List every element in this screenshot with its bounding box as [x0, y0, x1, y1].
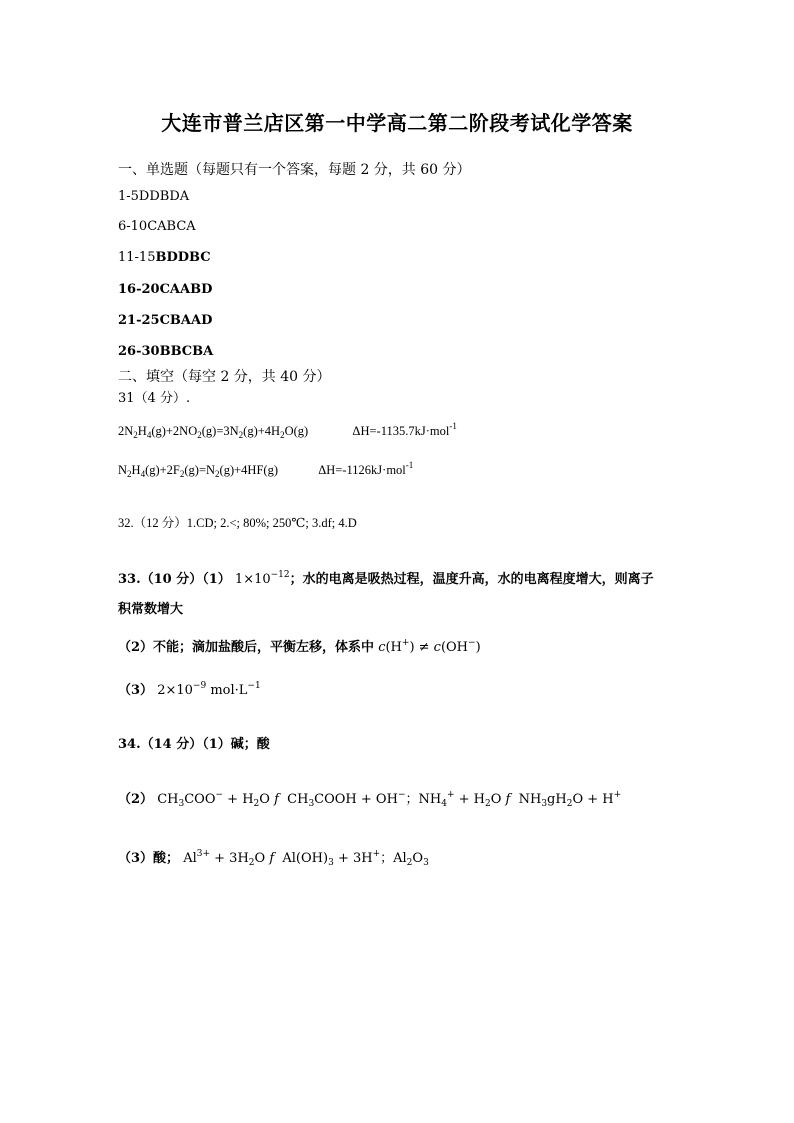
- q31-eq2-delta: ΔH=-1126kJ·mol: [318, 463, 406, 477]
- q32-answer: 32.（12 分）1.CD; 2.<; 80%; 250℃; 3.df; 4.D: [118, 516, 357, 530]
- answer-letters: BDDBC: [155, 250, 211, 265]
- q34-part2-formula: $CH_3COO^- + H_2O$ f $CH_3COOH + OH^-$；$NH_4^+ + H_2O$ f $NH_3gH_2O + H^+$: [157, 790, 622, 809]
- section1-heading: 一、单选题（每题只有一个答案，每题 2 分，共 60 分）: [118, 162, 471, 178]
- q33-part1: [118, 572, 654, 588]
- q34-part1: 34.（14 分）（1）碱；酸: [118, 737, 270, 752]
- q34-part2: [118, 792, 621, 808]
- q33-part2: [118, 640, 481, 656]
- q33-part3-label: （3）: [118, 683, 154, 698]
- page-title: 大连市普兰店区第一中学高二第二阶段考试化学答案: [161, 111, 633, 135]
- q34-part3-label: （3）酸；: [118, 851, 180, 866]
- q31-equation-1: $2N_2H_4(g)+2NO_2(g)=3N_2(g)+4H_2O(g)$ ΔH=-1135.7kJ·mol$^{-1}$: [118, 421, 457, 440]
- answer-row-5: 21-25CBAAD: [118, 313, 213, 328]
- q33-part2-formula: c(H+) ≠ c(OH−): [378, 638, 481, 655]
- q33-kw-value: $1\times 10^{-12}$: [234, 570, 290, 587]
- q33-part3-formula: $2\times 10^{-9}$ $mol\cdot L^{-1}$: [157, 681, 261, 698]
- q34-part2-label: （2）: [118, 792, 154, 807]
- q33-label: 33.（10 分）（1）: [118, 572, 231, 587]
- answer-row-6: 26-30BBCBA: [118, 344, 214, 359]
- q31-equation-2: $N_2H_4(g)+2F_2(g)=N_2(g)+4HF(g)$ ΔH=-1126kJ·mol$^{-1}$: [118, 460, 414, 479]
- answer-row-2: 6-10CABCA: [118, 219, 196, 234]
- q34-part3-formula: $Al^{3+} + 3H_2O$ f $Al(OH)_3 + 3H^+$；$Al_2O_3$: [183, 849, 429, 868]
- q33-part2-label: （2）不能；滴加盐酸后，平衡左移，体系中: [118, 640, 375, 655]
- answer-row-4: 16-20CAABD: [118, 282, 213, 297]
- q33-part1-text: ；水的电离是吸热过程，温度升高，水的电离程度增大，则离子: [289, 572, 654, 587]
- section2-heading: 二、填空（每空 2 分，共 40 分）: [118, 369, 331, 385]
- q34-part3: [118, 851, 429, 867]
- q31-eq1-delta: ΔH=-1135.7kJ·mol: [352, 424, 450, 438]
- answer-row-1: 1-5DDBDA: [118, 189, 190, 204]
- q31-label: 31（4 分）.: [118, 391, 191, 406]
- answer-row-3: 11-15BDDBC: [118, 250, 211, 265]
- q33-part3: [118, 683, 261, 699]
- q33-part1-cont: 积常数增大: [118, 602, 184, 617]
